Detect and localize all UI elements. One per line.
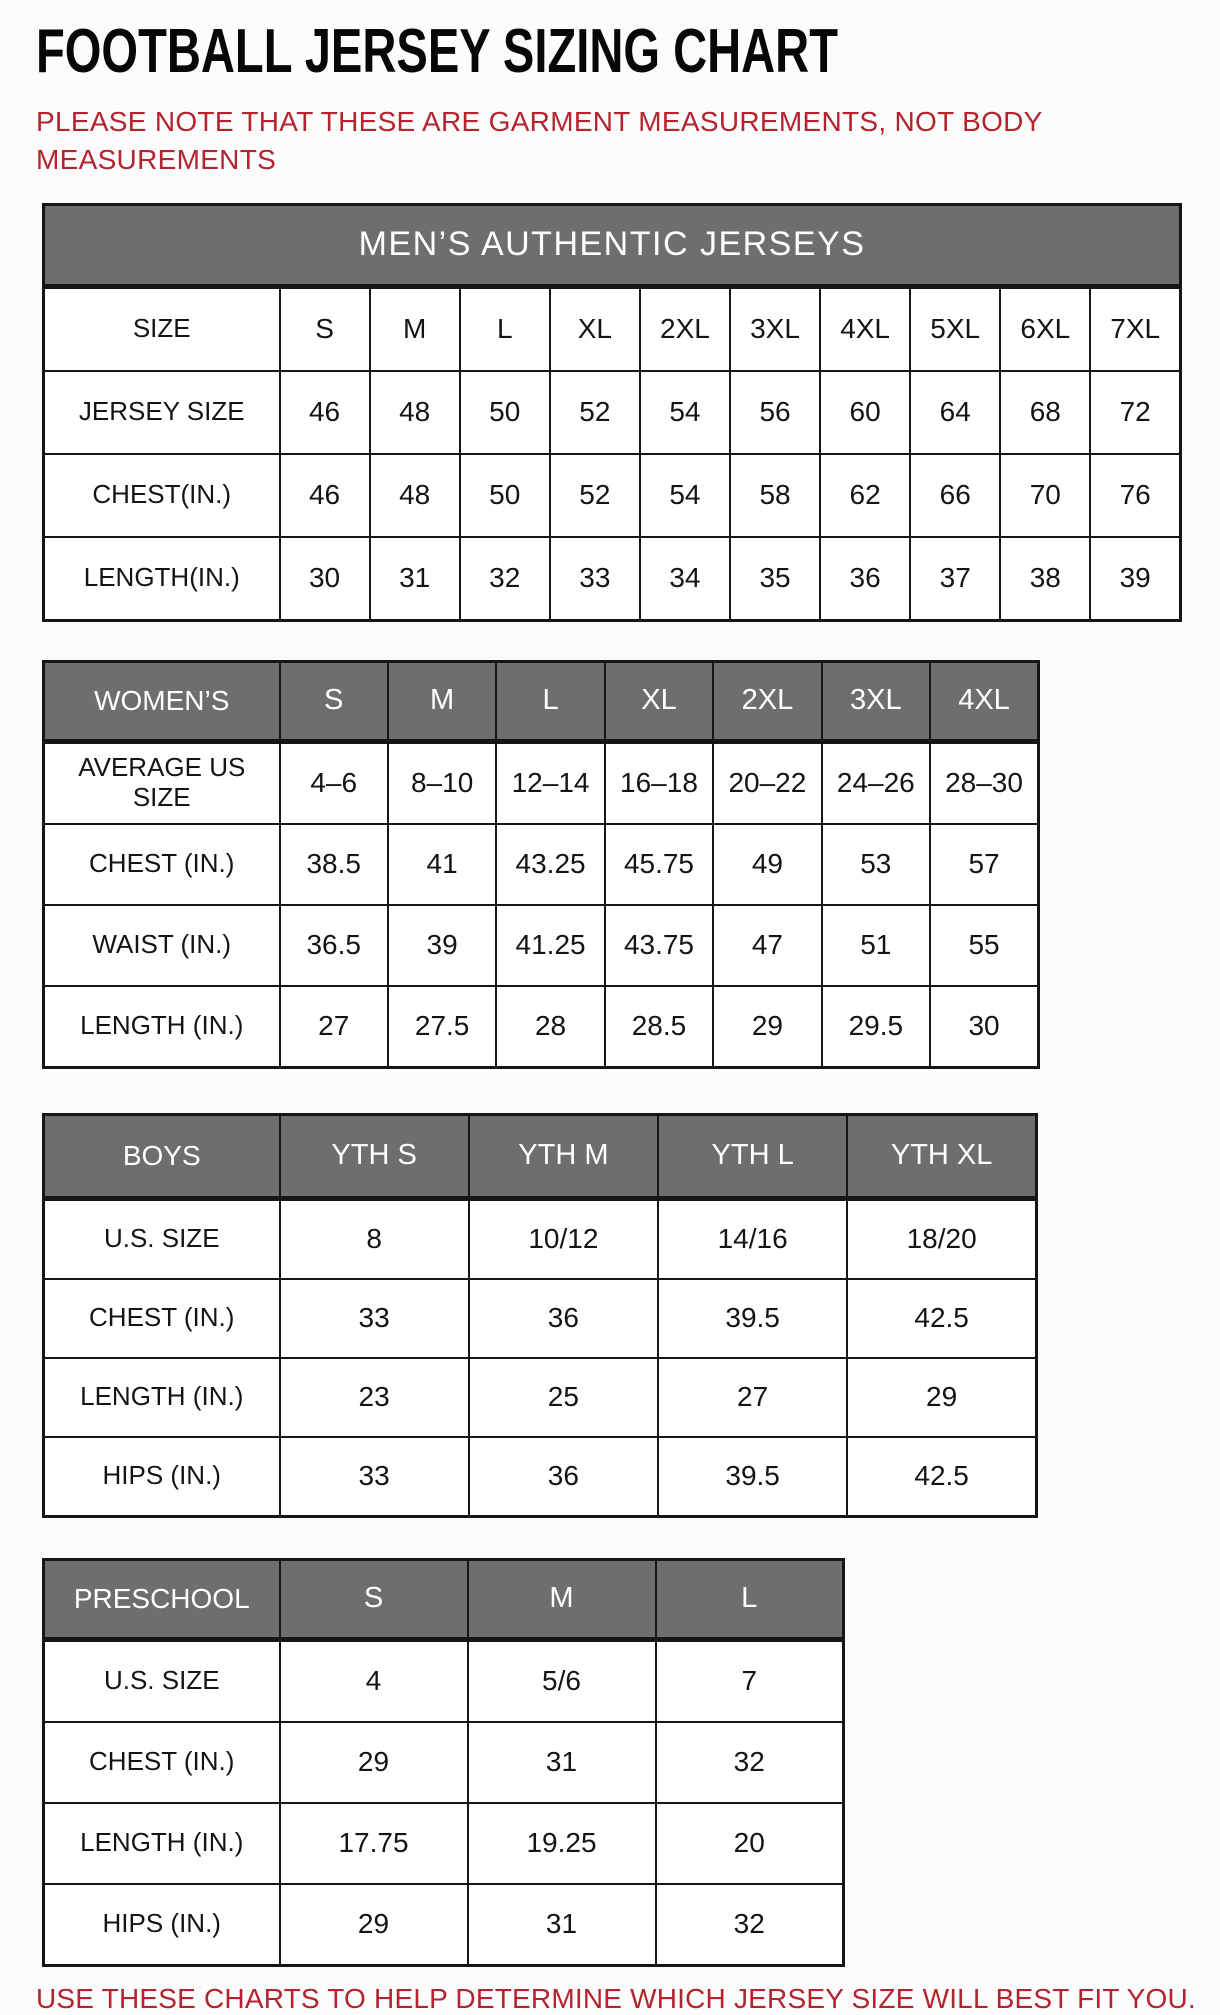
row-label: CHEST (IN.): [44, 1722, 280, 1803]
column-header: L: [496, 661, 604, 741]
column-header: YTH L: [658, 1114, 847, 1198]
value-cell: 29: [847, 1358, 1036, 1437]
value-cell: 27: [658, 1358, 847, 1437]
value-cell: 32: [656, 1722, 844, 1803]
value-cell: 38: [1000, 537, 1090, 621]
value-cell: 23: [280, 1358, 469, 1437]
value-cell: 31: [370, 537, 460, 621]
page-title: FOOTBALL JERSEY SIZING CHART: [36, 17, 838, 86]
value-cell: 45.75: [605, 824, 713, 905]
value-cell: 32: [460, 537, 550, 621]
row-label: CHEST (IN.): [44, 824, 280, 905]
value-cell: 29: [280, 1722, 468, 1803]
value-cell: 17.75: [280, 1803, 468, 1884]
column-header: L: [656, 1559, 844, 1639]
table-row: [44, 905, 1039, 986]
value-cell: 42.5: [847, 1437, 1036, 1517]
value-cell: 43.75: [605, 905, 713, 986]
table-row: [44, 286, 1181, 371]
value-cell: 52: [550, 454, 640, 537]
table-row: [44, 741, 1039, 824]
value-cell: 12–14: [496, 741, 604, 824]
value-cell: 38.5: [280, 824, 388, 905]
column-header: 4XL: [930, 661, 1038, 741]
value-cell: 41.25: [496, 905, 604, 986]
value-cell: 64: [910, 371, 1000, 454]
table-row: [44, 1884, 844, 1966]
value-cell: 14/16: [658, 1198, 847, 1279]
column-header: M: [388, 661, 496, 741]
table-row: [44, 1437, 1037, 1517]
value-cell: 6XL: [1000, 286, 1090, 371]
value-cell: 51: [822, 905, 930, 986]
column-header: YTH XL: [847, 1114, 1036, 1198]
value-cell: 35: [730, 537, 820, 621]
value-cell: 47: [713, 905, 821, 986]
preschool-jerseys-table: [42, 1558, 845, 1967]
value-cell: 54: [640, 371, 730, 454]
value-cell: 27: [280, 986, 388, 1068]
table-row: [44, 986, 1039, 1068]
value-cell: 33: [280, 1437, 469, 1517]
table-row: [44, 1722, 844, 1803]
value-cell: 50: [460, 371, 550, 454]
row-label: U.S. SIZE: [44, 1198, 280, 1279]
row-label: LENGTH(IN.): [44, 537, 280, 621]
boys-jerseys-table: [42, 1113, 1038, 1518]
value-cell: 19.25: [468, 1803, 656, 1884]
table-title-cell: WOMEN’S: [44, 661, 280, 741]
womens-jerseys-table: [42, 660, 1040, 1069]
column-header: 2XL: [713, 661, 821, 741]
value-cell: 36: [469, 1279, 658, 1358]
row-label: U.S. SIZE: [44, 1639, 280, 1722]
value-cell: L: [460, 286, 550, 371]
value-cell: 39: [1090, 537, 1180, 621]
value-cell: 29: [280, 1884, 468, 1966]
value-cell: 33: [550, 537, 640, 621]
column-header: S: [280, 661, 388, 741]
column-header: M: [468, 1559, 656, 1639]
value-cell: 31: [468, 1722, 656, 1803]
table-row: [44, 824, 1039, 905]
column-header: S: [280, 1559, 468, 1639]
value-cell: 46: [280, 371, 370, 454]
table-row: [44, 454, 1181, 537]
row-label: AVERAGE US SIZE: [44, 741, 280, 824]
value-cell: 10/12: [469, 1198, 658, 1279]
value-cell: 70: [1000, 454, 1090, 537]
value-cell: 8–10: [388, 741, 496, 824]
value-cell: 55: [930, 905, 1038, 986]
row-label: LENGTH (IN.): [44, 986, 280, 1068]
mens-jerseys-table: [42, 203, 1182, 622]
value-cell: M: [370, 286, 460, 371]
value-cell: 66: [910, 454, 1000, 537]
value-cell: 48: [370, 454, 460, 537]
value-cell: 42.5: [847, 1279, 1036, 1358]
value-cell: 5XL: [910, 286, 1000, 371]
value-cell: 4–6: [280, 741, 388, 824]
value-cell: 2XL: [640, 286, 730, 371]
value-cell: 36: [469, 1437, 658, 1517]
table-title-cell: PRESCHOOL: [44, 1559, 280, 1639]
value-cell: 36: [820, 537, 910, 621]
value-cell: 33: [280, 1279, 469, 1358]
value-cell: 52: [550, 371, 640, 454]
table-row: [44, 537, 1181, 621]
value-cell: 7: [656, 1639, 844, 1722]
value-cell: 41: [388, 824, 496, 905]
value-cell: 54: [640, 454, 730, 537]
value-cell: 50: [460, 454, 550, 537]
value-cell: 60: [820, 371, 910, 454]
table-banner: MEN’S AUTHENTIC JERSEYS: [44, 204, 1181, 286]
value-cell: 25: [469, 1358, 658, 1437]
garment-measurement-note: PLEASE NOTE THAT THESE ARE GARMENT MEASUREMENTS, NOT BODY MEASUREMENTS: [36, 106, 1043, 175]
table-row: [44, 1803, 844, 1884]
value-cell: 16–18: [605, 741, 713, 824]
column-header: YTH M: [469, 1114, 658, 1198]
table-row: [44, 1279, 1037, 1358]
row-label: HIPS (IN.): [44, 1884, 280, 1966]
value-cell: 28–30: [930, 741, 1038, 824]
value-cell: 4XL: [820, 286, 910, 371]
value-cell: 39.5: [658, 1279, 847, 1358]
column-header: YTH S: [280, 1114, 469, 1198]
value-cell: 3XL: [730, 286, 820, 371]
value-cell: 46: [280, 454, 370, 537]
value-cell: 8: [280, 1198, 469, 1279]
value-cell: XL: [550, 286, 640, 371]
table-row: [44, 1358, 1037, 1437]
fit-advice-note: USE THESE CHARTS TO HELP DETERMINE WHICH JERSEY SIZE WILL BEST FIT YOU.: [36, 1982, 1196, 2014]
column-header: 3XL: [822, 661, 930, 741]
value-cell: 29: [713, 986, 821, 1068]
value-cell: 7XL: [1090, 286, 1180, 371]
value-cell: 43.25: [496, 824, 604, 905]
value-cell: 4: [280, 1639, 468, 1722]
value-cell: 20–22: [713, 741, 821, 824]
value-cell: 39: [388, 905, 496, 986]
value-cell: 37: [910, 537, 1000, 621]
row-label: CHEST (IN.): [44, 1279, 280, 1358]
value-cell: 62: [820, 454, 910, 537]
value-cell: 30: [280, 537, 370, 621]
table-row: [44, 371, 1181, 454]
value-cell: 34: [640, 537, 730, 621]
row-label: JERSEY SIZE: [44, 371, 280, 454]
column-header: XL: [605, 661, 713, 741]
table-row: [44, 1198, 1037, 1279]
row-label: HIPS (IN.): [44, 1437, 280, 1517]
value-cell: 39.5: [658, 1437, 847, 1517]
row-label: LENGTH (IN.): [44, 1358, 280, 1437]
value-cell: 48: [370, 371, 460, 454]
value-cell: 5/6: [468, 1639, 656, 1722]
value-cell: 56: [730, 371, 820, 454]
value-cell: 28.5: [605, 986, 713, 1068]
value-cell: 20: [656, 1803, 844, 1884]
value-cell: 72: [1090, 371, 1180, 454]
value-cell: 57: [930, 824, 1038, 905]
table-title-cell: BOYS: [44, 1114, 280, 1198]
row-label: LENGTH (IN.): [44, 1803, 280, 1884]
row-label: SIZE: [44, 286, 280, 371]
value-cell: 49: [713, 824, 821, 905]
row-label: CHEST(IN.): [44, 454, 280, 537]
value-cell: 36.5: [280, 905, 388, 986]
table-row: [44, 1639, 844, 1722]
value-cell: 32: [656, 1884, 844, 1966]
value-cell: 76: [1090, 454, 1180, 537]
value-cell: S: [280, 286, 370, 371]
row-label: WAIST (IN.): [44, 905, 280, 986]
value-cell: 53: [822, 824, 930, 905]
value-cell: 18/20: [847, 1198, 1036, 1279]
value-cell: 28: [496, 986, 604, 1068]
value-cell: 27.5: [388, 986, 496, 1068]
value-cell: 68: [1000, 371, 1090, 454]
value-cell: 29.5: [822, 986, 930, 1068]
value-cell: 31: [468, 1884, 656, 1966]
value-cell: 30: [930, 986, 1038, 1068]
value-cell: 24–26: [822, 741, 930, 824]
value-cell: 58: [730, 454, 820, 537]
